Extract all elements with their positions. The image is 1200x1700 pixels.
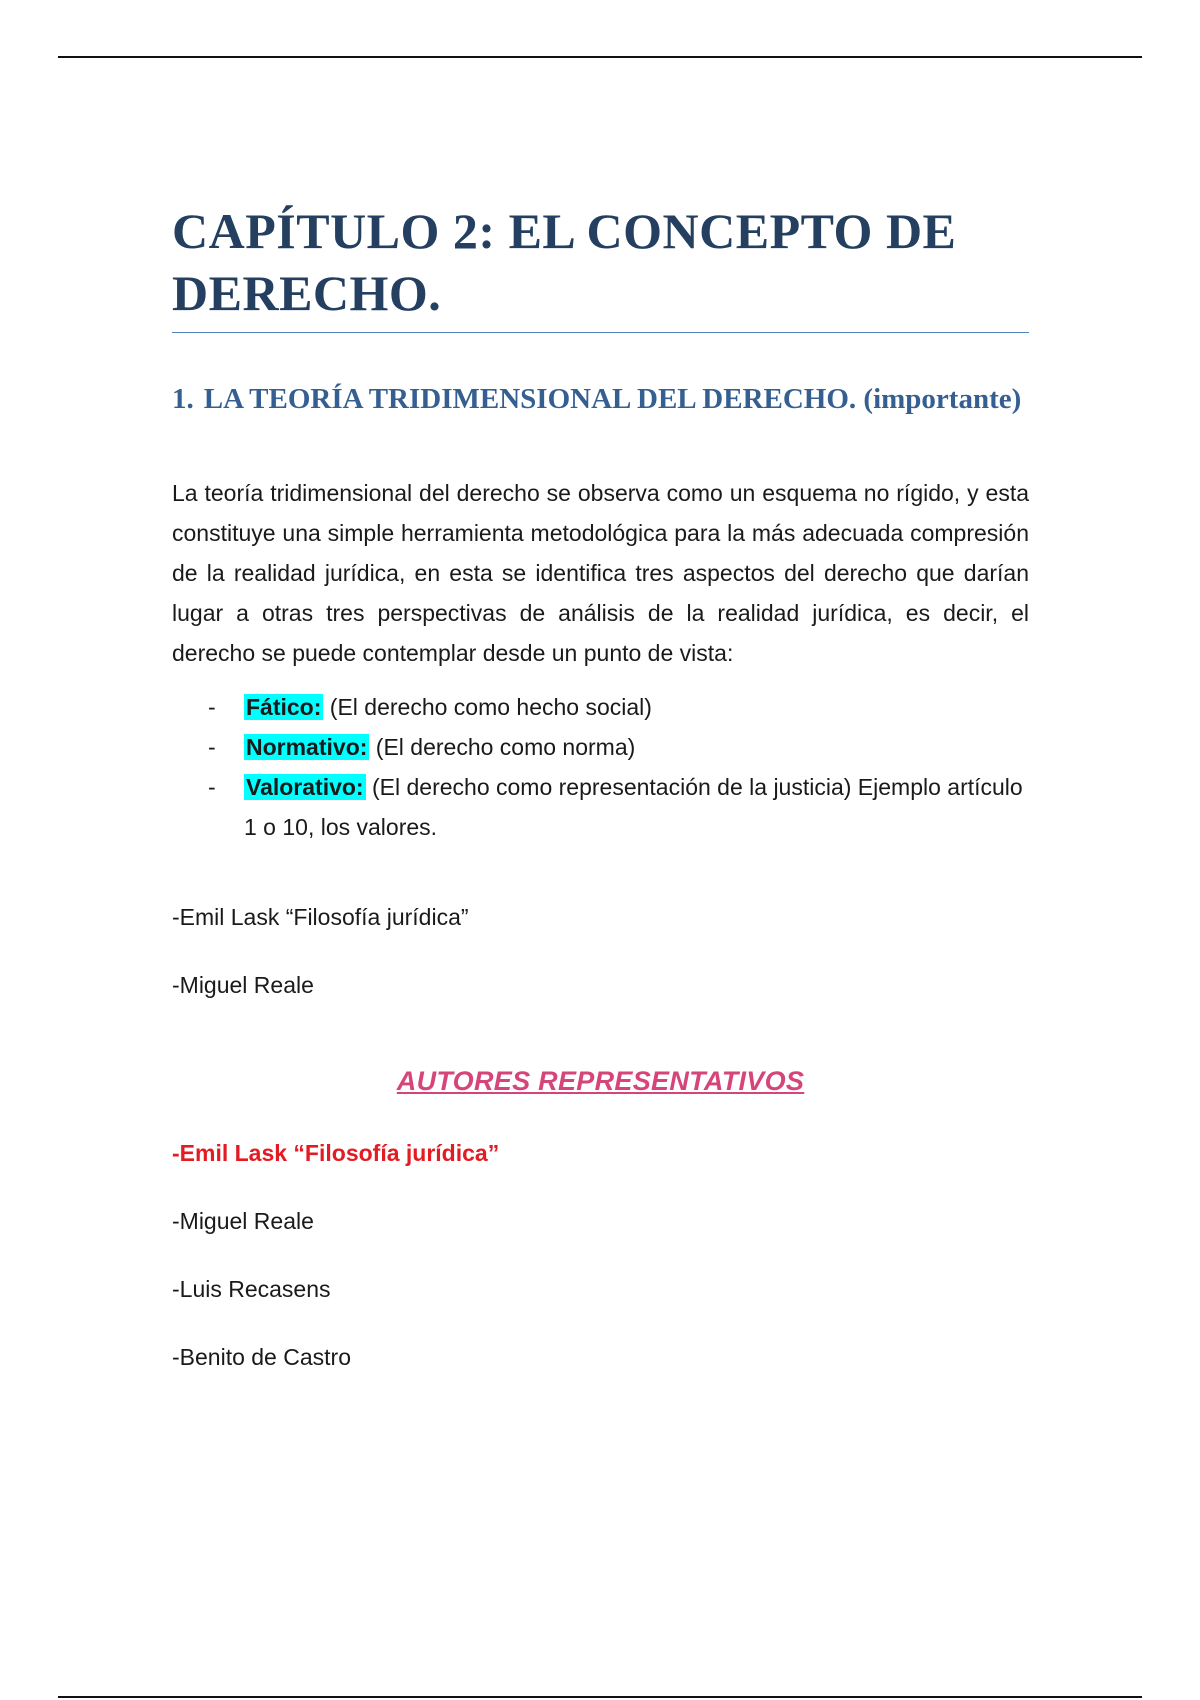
highlighted-term: Normativo: (246, 734, 368, 760)
author-line: -Luis Recasens (172, 1276, 331, 1302)
author-line: -Miguel Reale (172, 1208, 314, 1234)
chapter-title: CAPÍTULO 2: EL CONCEPTO DE DERECHO. (172, 200, 1029, 333)
section-heading (172, 377, 1029, 421)
bullet-dash: - (208, 774, 216, 800)
section-number: 1. (172, 383, 194, 415)
author-line-highlighted: -Emil Lask “Filosofía jurídica” (172, 1140, 500, 1166)
reference-line: -Emil Lask “Filosofía jurídica” (172, 904, 469, 930)
highlighted-term: Fático: (246, 694, 322, 720)
section-title: LA TEORÍA TRIDIMENSIONAL DEL DERECHO. (importante) (203, 383, 1022, 415)
list-item-normativo (172, 727, 1029, 767)
bullet-dash: - (208, 694, 216, 720)
author-line: -Benito de Castro (172, 1344, 351, 1370)
term-description: (El derecho como representación de la justicia) Ejemplo artículo 1 o 10, los valores. (244, 774, 1023, 840)
term-description: (El derecho como norma) (375, 734, 636, 760)
reference-line: -Miguel Reale (172, 972, 314, 998)
page-top-rule (58, 56, 1142, 58)
intro-paragraph: La teoría tridimensional del derecho se observa como un esquema no rígido, y esta constituye una simple herramienta metodológica para la más adecuada compresión de la realidad jurídica, en esta se identifica tres aspectos del derecho que darían lugar a otras tres perspectivas de análisis de la realidad jurídica, es decir, el derecho se puede contemplar desde un punto de vista: (172, 480, 1029, 666)
authors-list (172, 1133, 1029, 1377)
document-body (172, 200, 1029, 1377)
dimensions-list (172, 687, 1029, 847)
authors-heading: AUTORES REPRESENTATIVOS (396, 1066, 805, 1096)
references-block (172, 897, 1029, 1005)
list-item-fatico (172, 687, 1029, 727)
page-bottom-rule (58, 1696, 1142, 1698)
term-description: (El derecho como hecho social) (329, 694, 652, 720)
list-item-valorativo (172, 767, 1029, 847)
highlighted-term: Valorativo: (246, 774, 364, 800)
bullet-dash: - (208, 734, 216, 760)
